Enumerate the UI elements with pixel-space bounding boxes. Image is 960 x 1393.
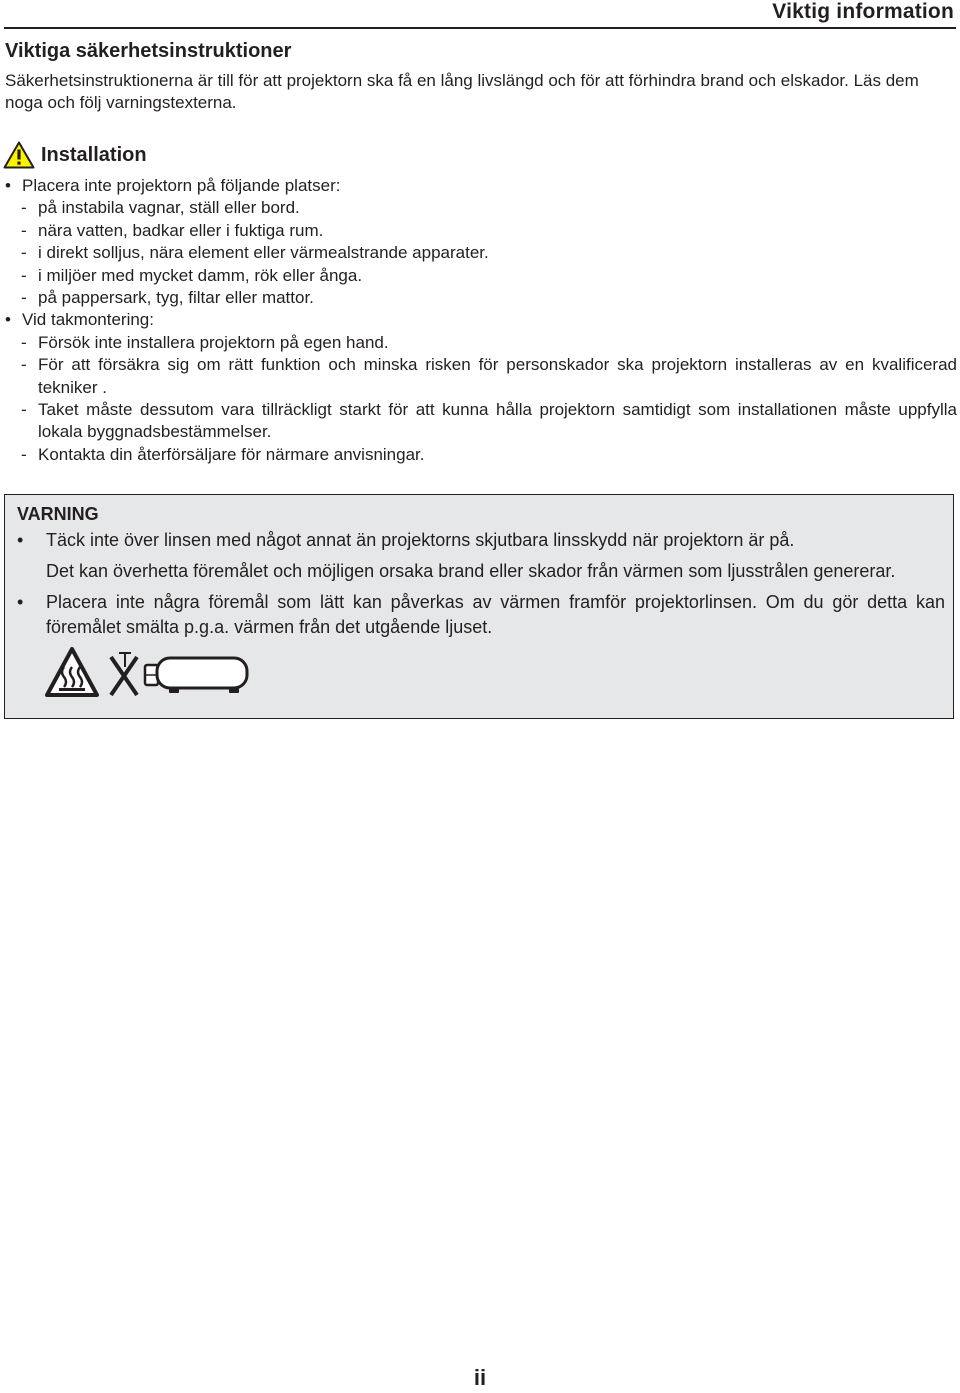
list-subitem	[5, 197, 957, 219]
list-item	[5, 309, 957, 331]
list-subitem	[5, 444, 957, 466]
caution-triangle-icon	[3, 141, 35, 169]
list-subitem-text: i direkt solljus, nära element eller värmealstrande apparater.	[38, 243, 489, 263]
dash-mark: -	[21, 332, 27, 352]
list-subitem	[5, 242, 957, 264]
hot-surface-warning-icon	[47, 649, 97, 695]
blocked-lens-projector-icon	[111, 653, 247, 695]
warning-box	[4, 494, 954, 719]
list-item-text: Vid takmontering:	[22, 310, 154, 330]
list-subitem	[5, 399, 957, 444]
warning-item	[17, 528, 945, 553]
list-subitem-text: nära vatten, badkar eller i fuktiga rum.	[38, 220, 324, 240]
dash-mark: -	[21, 355, 27, 375]
list-subitem-text: För att försäkra sig om rätt funktion och minska risken för personskador ska projektorn installeras av en kvalificerad tekniker .	[38, 355, 957, 397]
header-rule	[4, 27, 956, 29]
list-subitem	[5, 332, 957, 354]
warning-item-note	[17, 559, 945, 584]
warning-item	[17, 590, 945, 640]
page-header-title: Viktig information	[772, 0, 954, 23]
warning-item-text: Täck inte över linsen med något annat än projektorns skjutbara linsskydd när projektorn är på.	[46, 530, 795, 550]
bullet-mark: •	[17, 592, 24, 612]
bullet-mark: •	[5, 310, 11, 330]
dash-mark: -	[21, 265, 27, 285]
bullet-mark: •	[5, 176, 11, 195]
warning-item-text: Placera inte några föremål som lätt kan påverkas av värmen framför projektorlinsen. Om du gör detta kan föremålet smälta p.g.a. värmen från det utgående ljuset.	[46, 592, 945, 637]
list-subitem-text: Kontakta din återförsäljare för närmare anvisningar.	[38, 444, 425, 464]
list-subitem	[5, 354, 957, 399]
list-item	[5, 175, 957, 197]
page-number: ii	[473, 1365, 487, 1390]
installation-heading	[3, 140, 147, 170]
list-subitem-text: i miljöer med mycket damm, rök eller ånga.	[38, 265, 363, 285]
dash-mark: -	[21, 198, 27, 218]
installation-list	[5, 175, 957, 466]
section-title: Viktiga säkerhetsinstruktioner	[5, 40, 292, 62]
list-subitem-text: Taket måste dessutom vara tillräckligt starkt för att kunna hålla projektorn samtidigt som installationen måste uppfylla lokala byggnadsbestämmelser.	[38, 400, 957, 442]
list-subitem-text: på instabila vagnar, ställ eller bord.	[38, 198, 300, 218]
dash-mark: -	[21, 444, 27, 464]
bullet-mark: •	[17, 530, 24, 550]
installation-title: Installation	[41, 143, 147, 166]
list-subitem	[5, 220, 957, 242]
dash-mark: -	[21, 243, 27, 263]
warning-pictograms	[45, 645, 255, 700]
warning-item-note-text: Det kan överhetta föremålet och möjligen orsaka brand eller skador från värmen som ljusstrålen genererar.	[46, 561, 896, 581]
intro-paragraph: Säkerhetsinstruktionerna är till för att projektorn ska få en lång livslängd och för att förhindra brand och elskador. Läs dem noga och följ varningstexterna.	[5, 71, 919, 112]
list-subitem	[5, 265, 957, 287]
list-item-text: Placera inte projektorn på följande platser:	[22, 176, 341, 195]
list-subitem-text: på pappersark, tyg, filtar eller mattor.	[38, 288, 314, 308]
warning-title: VARNING	[17, 504, 99, 524]
dash-mark: -	[21, 400, 27, 420]
dash-mark: -	[21, 288, 27, 308]
list-subitem-text: Försök inte installera projektorn på egen hand.	[38, 332, 389, 352]
dash-mark: -	[21, 220, 27, 240]
list-subitem	[5, 287, 957, 309]
